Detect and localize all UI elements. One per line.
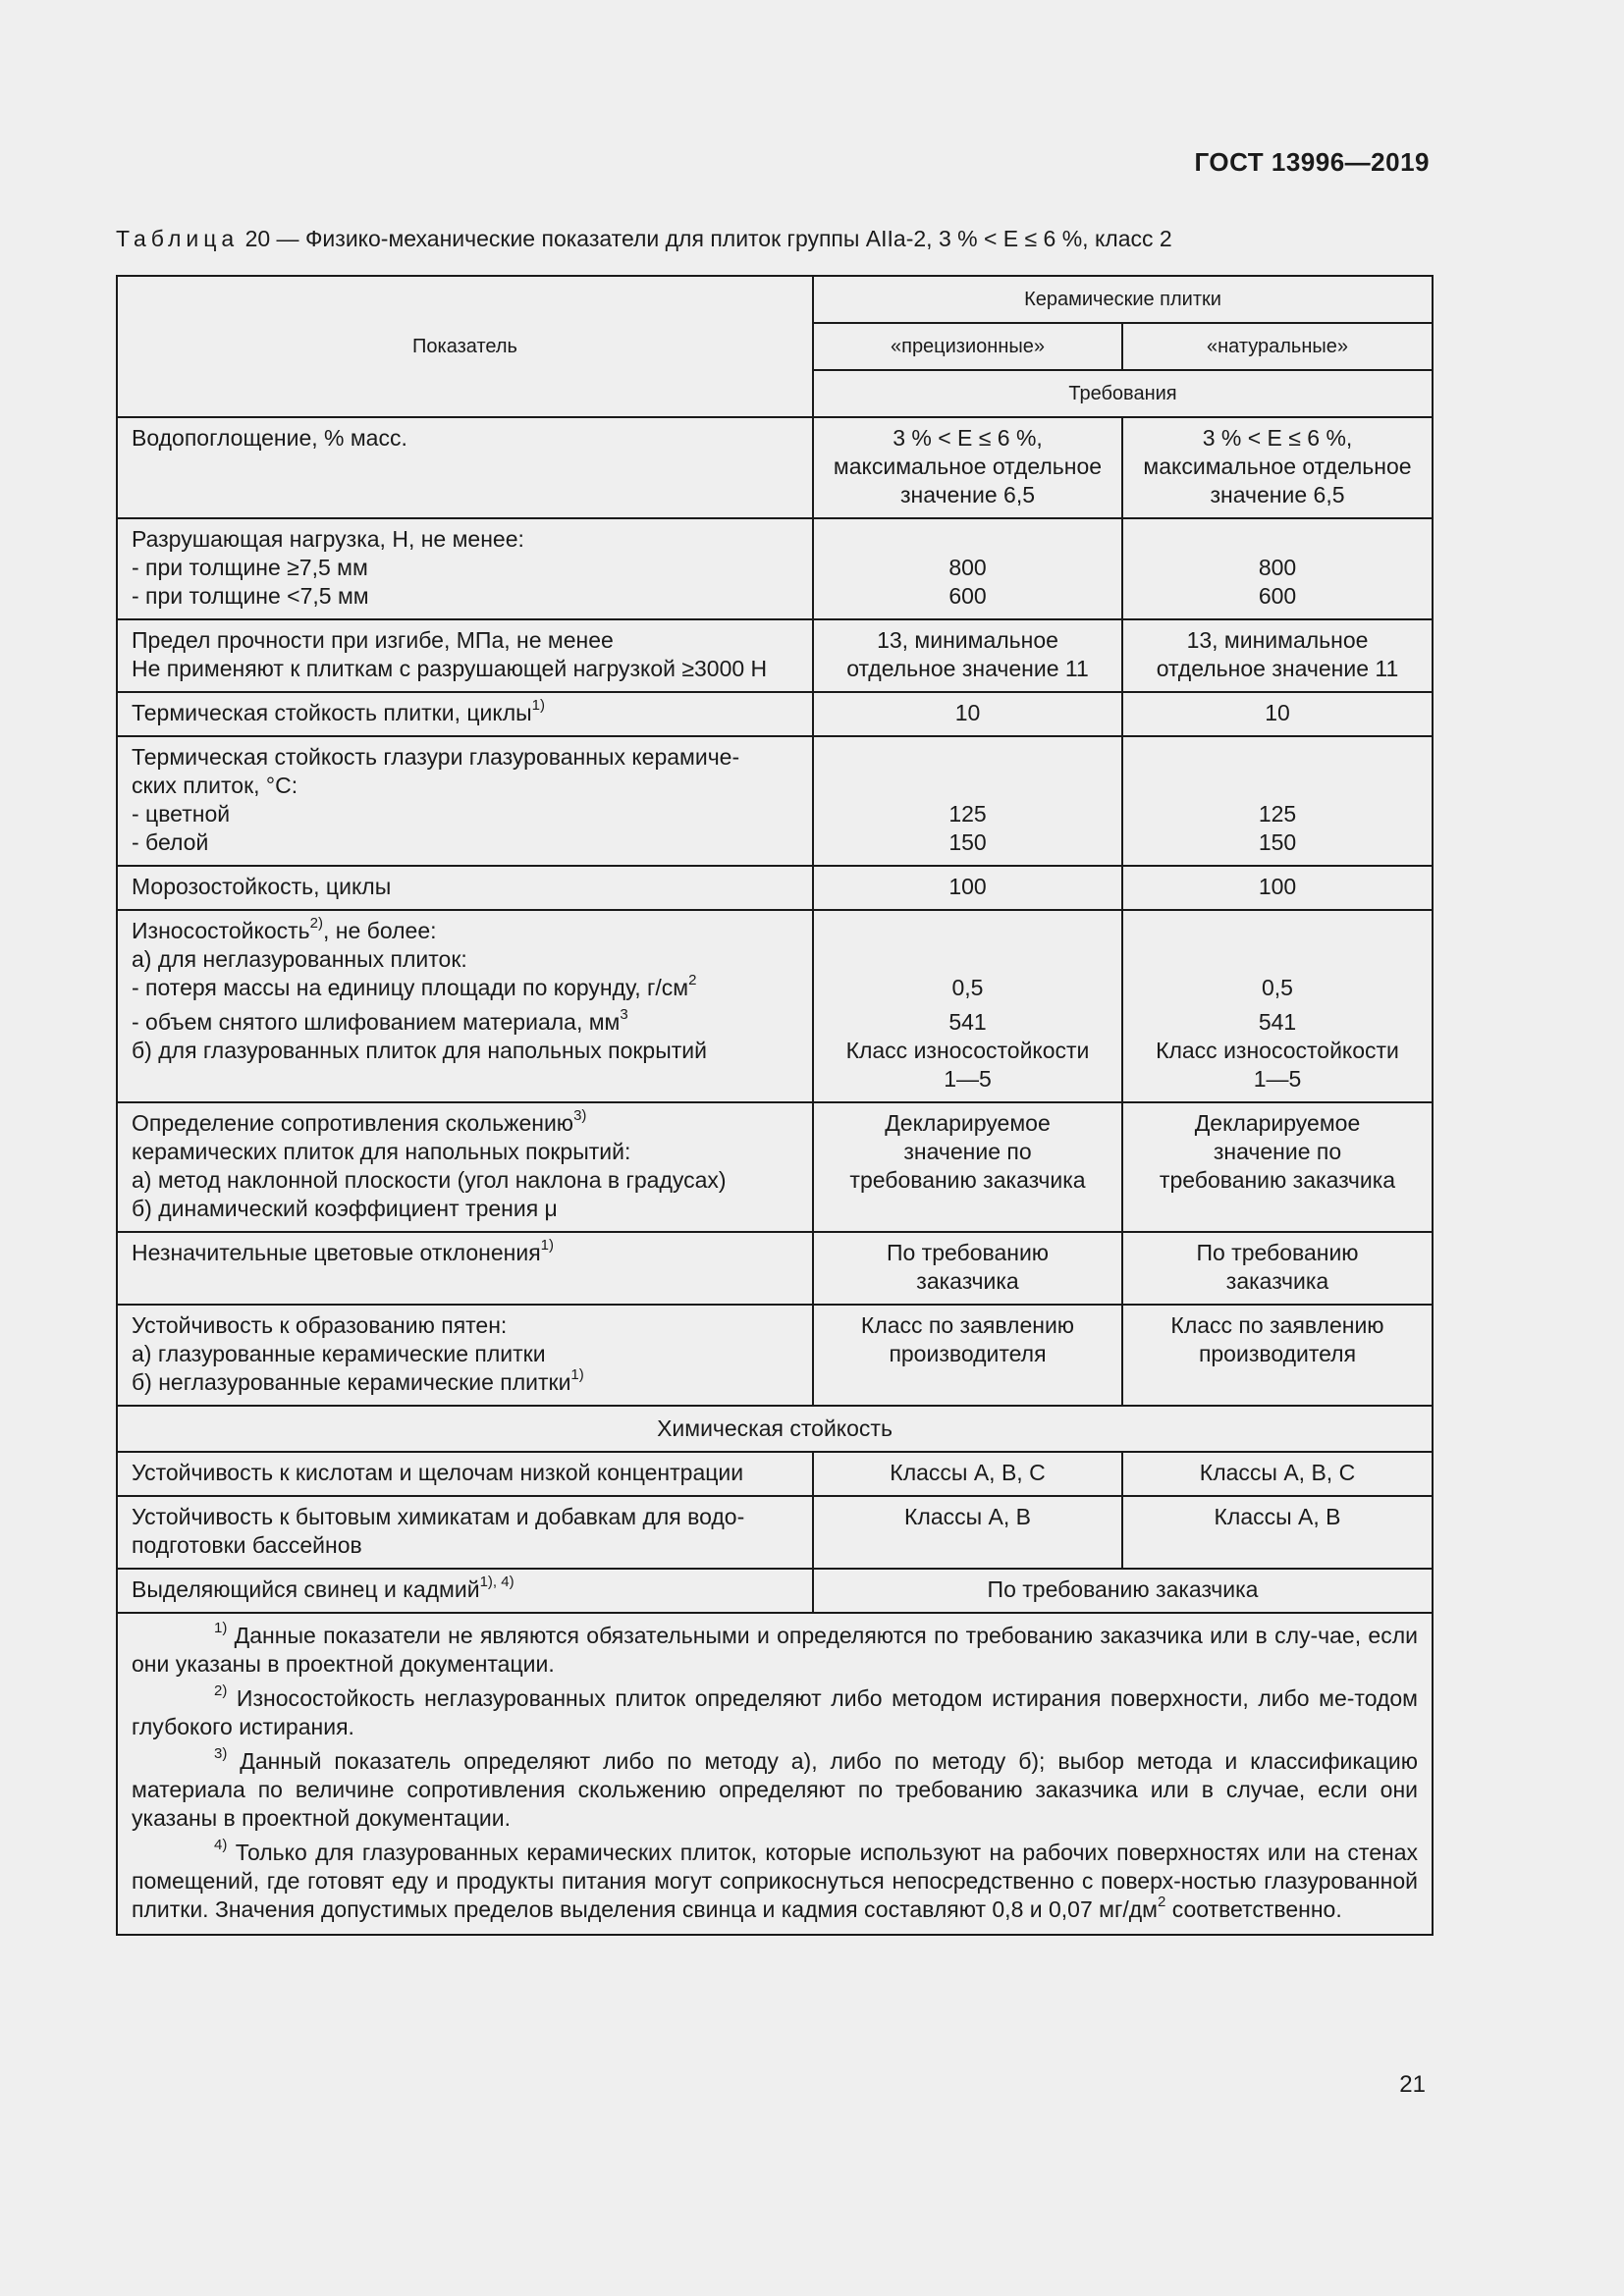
cell-line: б) для глазурованных плиток для напольных покрытий [132, 1038, 707, 1063]
cell-text: Износостойкость [132, 918, 310, 943]
notes-row [117, 1613, 1433, 1935]
cell-line [132, 772, 798, 800]
indicator-cell [117, 1305, 813, 1406]
cell-line: значение 6,5 [899, 482, 1035, 507]
cell-text: а) глазурованные керамические плитки [132, 1341, 546, 1366]
natural-value-cell [1122, 1496, 1433, 1569]
natural-value-cell [1122, 736, 1433, 866]
cell-text: Не применяют к плиткам с разрушающей нагрузкой ≥3000 Н [132, 656, 768, 681]
natural-value-cell [1122, 866, 1433, 910]
table-caption [116, 226, 1172, 252]
cell-line [132, 743, 798, 772]
cell-text: - при толщине <7,5 мм [132, 583, 369, 609]
cell-line [1127, 525, 1428, 554]
lead-value-cell: По требованию заказчика [813, 1569, 1433, 1613]
cell-text: - потеря массы на единицу площади по корунду, г/см [132, 975, 689, 1000]
natural-value-cell [1122, 1305, 1433, 1406]
cell-line: 1—5 [944, 1066, 992, 1092]
header-precision: «прецизионные» [813, 323, 1122, 370]
cell-line: максимальное отдельное [833, 454, 1103, 479]
indicator-cell [117, 736, 813, 866]
cell-line [132, 1340, 798, 1368]
indicator-cell [117, 1102, 813, 1232]
precision-value-cell [813, 866, 1122, 910]
cell-line [132, 828, 798, 857]
footnote-ref: 3) [573, 1107, 587, 1125]
table-caption-text: 20 — Физико-механические показатели для плиток группы AIIa-2, 3 % < E ≤ 6 %, класс 2 [239, 226, 1172, 251]
cell-line: заказчика [1225, 1268, 1329, 1294]
cell-text: Разрушающая нагрузка, Н, не менее: [132, 526, 524, 552]
cell-line [132, 1008, 798, 1037]
footnote-mark: 3) [214, 1745, 228, 1763]
cell-line: значение по [1213, 1139, 1342, 1164]
cell-line [132, 800, 798, 828]
document-standard-number: ГОСТ 13996—2019 [1194, 147, 1430, 177]
cell-line: 3 % < E ≤ 6 %, [893, 425, 1043, 451]
cell-text: Определение сопротивления скольжению [132, 1110, 574, 1136]
cell-line: 150 [948, 829, 987, 855]
cell-text: Незначительные цветовые отклонения [132, 1240, 541, 1265]
cell-line: Устойчивость к кислотам и щелочам низкой концентрации [132, 1460, 744, 1485]
indicator-cell [117, 1496, 813, 1569]
cell-line: 100 [1258, 874, 1297, 899]
cell-line [132, 1109, 798, 1138]
cell-line: Декларируемое [885, 1110, 1051, 1136]
cell-text: ских плиток, °С: [132, 773, 298, 798]
cell-line [132, 424, 798, 453]
table-row [117, 1569, 1433, 1613]
cell-line: Устойчивость к бытовым химикатам и добавкам для водо- [132, 1504, 745, 1529]
cell-line: 600 [1258, 583, 1297, 609]
cell-text: Устойчивость к образованию пятен: [132, 1312, 508, 1338]
cell-line: а) для неглазурованных плиток: [132, 946, 467, 972]
cell-line: Класс износостойкости [845, 1038, 1090, 1063]
cell-line [132, 655, 798, 683]
cell-line: Классы А, В [904, 1504, 1031, 1529]
cell-text: Термическая стойкость глазури глазурованных керамиче- [132, 744, 740, 770]
footnote-mark: 2) [214, 1682, 228, 1700]
table-row [117, 866, 1433, 910]
natural-value-cell [1122, 619, 1433, 692]
cell-line [132, 873, 798, 901]
precision-value-cell [813, 736, 1122, 866]
cell-line: заказчика [916, 1268, 1019, 1294]
cell-text: б) неглазурованные керамические плитки [132, 1369, 571, 1395]
cell-line: производителя [1198, 1341, 1357, 1366]
table-row [117, 518, 1433, 619]
precision-value-cell [813, 518, 1122, 619]
cell-line: 800 [1258, 555, 1297, 580]
cell-line [818, 945, 1117, 974]
cell-line [132, 1311, 798, 1340]
cell-line [1127, 743, 1428, 772]
cell-line: По требованию [886, 1240, 1050, 1265]
table-row [117, 619, 1433, 692]
cell-text: а) метод наклонной плоскости (угол наклона в градусах) [132, 1167, 727, 1193]
cell-line: 13, минимальное [877, 627, 1058, 653]
cell-line [1127, 772, 1428, 800]
precision-value-cell [813, 1232, 1122, 1305]
cell-line: 10 [954, 700, 981, 725]
indicator-cell [117, 1569, 813, 1613]
cell-line: 1—5 [1253, 1066, 1302, 1092]
cell-text: - цветной [132, 801, 231, 827]
cell-line: подготовки бассейнов [132, 1532, 362, 1558]
table-row [117, 1305, 1433, 1406]
cell-line [132, 1239, 798, 1267]
footnote [132, 1747, 1418, 1833]
cell-line: 0,5 [951, 975, 984, 1000]
cell-line [132, 1166, 798, 1195]
footnote-ref: 1), 4) [479, 1574, 514, 1591]
cell-text: б) динамический коэффициент трения μ [132, 1196, 558, 1221]
cell-line: значение по [903, 1139, 1032, 1164]
natural-value-cell [1122, 910, 1433, 1102]
precision-value-cell [813, 417, 1122, 518]
footnote-ref: 1) [540, 1237, 554, 1255]
cell-line [132, 554, 798, 582]
cell-line [818, 772, 1117, 800]
indicator-cell [117, 518, 813, 619]
table-row [117, 736, 1433, 866]
cell-text: , не более: [323, 918, 437, 943]
cell-line [818, 525, 1117, 554]
footnote-ref: 2 [688, 972, 697, 989]
cell-line: По требованию [1196, 1240, 1359, 1265]
requirements-table [116, 275, 1434, 1936]
cell-line [132, 917, 798, 945]
cell-line: максимальное отдельное [1143, 454, 1412, 479]
cell-line [132, 626, 798, 655]
natural-value-cell [1122, 692, 1433, 736]
cell-line [818, 743, 1117, 772]
table-row [117, 1496, 1433, 1569]
footnote [132, 1839, 1418, 1924]
precision-value-cell [813, 1102, 1122, 1232]
cell-line: 125 [948, 801, 987, 827]
footnote-text: Данный показатель определяют либо по методу а), либо по методу б); выбор метода и классификацию материала по величине сопротивления скольжению определяют по требованию заказчика или в случае, если они указаны в проектной документации. [132, 1748, 1418, 1831]
footnote-text: Данные показатели не являются обязательными и определяются по требованию заказчика или в слу-чае, если они указаны в проектной документации. [132, 1623, 1418, 1677]
cell-line: Класс по заявлению [860, 1312, 1075, 1338]
cell-line: 10 [1265, 700, 1290, 725]
section-chemical-title: Химическая стойкость [117, 1406, 1433, 1452]
precision-value-cell [813, 1452, 1122, 1496]
cell-line: значение 6,5 [1210, 482, 1345, 507]
footnote-unit-sup: 2 [1157, 1894, 1166, 1911]
cell-line [132, 1138, 798, 1166]
table-row [117, 1452, 1433, 1496]
cell-text: керамических плиток для напольных покрытий: [132, 1139, 631, 1164]
natural-value-cell [1122, 518, 1433, 619]
indicator-cell [117, 692, 813, 736]
cell-line [132, 1195, 798, 1223]
table-row [117, 692, 1433, 736]
cell-line: отдельное значение 11 [846, 656, 1089, 681]
indicator-cell [117, 417, 813, 518]
cell-line: 150 [1258, 829, 1297, 855]
cell-line: 541 [948, 1009, 987, 1035]
natural-value-cell [1122, 1232, 1433, 1305]
cell-line: 125 [1258, 801, 1297, 827]
cell-text: Предел прочности при изгибе, МПа, не менее [132, 627, 614, 653]
indicator-cell [117, 866, 813, 910]
cell-line [132, 1368, 798, 1397]
cell-line [1127, 945, 1428, 974]
natural-value-cell [1122, 1452, 1433, 1496]
cell-line [818, 917, 1117, 945]
cell-line: требованию заказчика [1159, 1167, 1396, 1193]
indicator-cell [117, 619, 813, 692]
cell-text: - при толщине ≥7,5 мм [132, 555, 368, 580]
cell-line: 600 [948, 583, 987, 609]
cell-text: Морозостойкость, циклы [132, 874, 392, 899]
cell-line: Класс по заявлению [1170, 1312, 1384, 1338]
cell-line [132, 525, 798, 554]
table-row [117, 1232, 1433, 1305]
cell-line: производителя [889, 1341, 1047, 1366]
cell-line: Классы А, В [1214, 1504, 1341, 1529]
indicator-cell [117, 1232, 813, 1305]
footnote-ref: 3 [620, 1006, 628, 1024]
footnote-ref: 1) [570, 1366, 584, 1384]
cell-line: 541 [1258, 1009, 1297, 1035]
page-number: 21 [1399, 2071, 1426, 2098]
cell-line: Класс износостойкости [1156, 1038, 1399, 1063]
cell-line: требованию заказчика [849, 1167, 1086, 1193]
natural-value-cell [1122, 417, 1433, 518]
cell-text: Выделяющийся свинец и кадмий [132, 1576, 480, 1602]
precision-value-cell [813, 1496, 1122, 1569]
precision-value-cell [813, 692, 1122, 736]
cell-text: - объем снятого шлифованием материала, мм [132, 1009, 621, 1035]
cell-line: 800 [948, 555, 987, 580]
section-row [117, 1406, 1433, 1452]
cell-line: 0,5 [1262, 975, 1293, 1000]
cell-line [132, 582, 798, 611]
footnote [132, 1622, 1418, 1679]
table-row [117, 417, 1433, 518]
cell-text: Водопоглощение, % масс. [132, 425, 407, 451]
footnote-text: соответственно. [1165, 1896, 1342, 1922]
footnote-mark: 4) [214, 1837, 228, 1854]
cell-line: Классы А, В, С [890, 1460, 1046, 1485]
cell-text: - белой [132, 829, 209, 855]
cell-line [1127, 917, 1428, 945]
table-row [117, 910, 1433, 1102]
indicator-cell [117, 910, 813, 1102]
indicator-cell [117, 1452, 813, 1496]
cell-line: Классы А, В, С [1199, 1460, 1356, 1485]
cell-line: 3 % < E ≤ 6 %, [1202, 425, 1353, 451]
header-tiles: Керамические плитки [813, 276, 1433, 323]
table-caption-prefix: Таблица [116, 226, 240, 251]
footnote-text: Только для глазурованных керамических плиток, которые используют на рабочих поверхностях или на стенах помещений, где готовят еду и продукты питания могут соприкоснуться непосредственно с поверх-ностью глазурованной плитки. Значения допустимых пределов выделения свинца и кадмия составляют 0,8 и 0,07 мг/дм [132, 1840, 1418, 1922]
footnote-ref: 1) [531, 697, 545, 715]
cell-text: Термическая стойкость плитки, циклы [132, 700, 532, 725]
footnote-mark: 1) [214, 1620, 228, 1637]
footnote [132, 1684, 1418, 1741]
footnote-text: Износостойкость неглазурованных плиток определяют либо методом истирания поверхности, либо ме-тодом глубокого истирания. [132, 1685, 1418, 1739]
precision-value-cell [813, 619, 1122, 692]
natural-value-cell [1122, 1102, 1433, 1232]
cell-line: отдельное значение 11 [1156, 656, 1399, 681]
header-requirements: Требования [813, 370, 1433, 417]
precision-value-cell [813, 1305, 1122, 1406]
cell-line: 13, минимальное [1186, 627, 1369, 653]
footnotes [117, 1613, 1433, 1935]
cell-line [132, 699, 798, 727]
cell-line: Декларируемое [1194, 1110, 1361, 1136]
header-indicator: Показатель [117, 276, 813, 417]
table-row [117, 1102, 1433, 1232]
precision-value-cell [813, 910, 1122, 1102]
cell-line [132, 974, 798, 1002]
header-natural: «натуральные» [1122, 323, 1433, 370]
footnote-ref: 2) [309, 915, 324, 933]
cell-line: 100 [948, 874, 987, 899]
